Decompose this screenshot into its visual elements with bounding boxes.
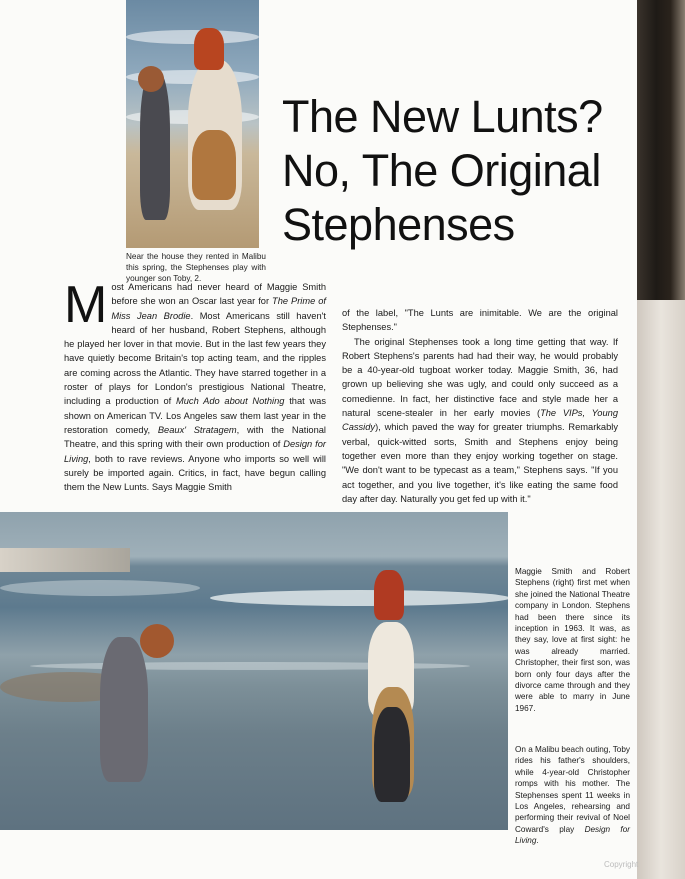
- headline: The New Lunts? No, The Original Stephenses: [282, 91, 603, 250]
- breaking-wave: [210, 590, 508, 606]
- drop-cap: M: [64, 276, 108, 334]
- figure-mother-head: [138, 66, 164, 92]
- article-column-2: [342, 306, 618, 506]
- figure-mother-head: [140, 624, 174, 658]
- figure-mother: [100, 637, 148, 782]
- copyright-watermark: Copyright: [604, 860, 639, 869]
- figure-toby: [374, 570, 404, 620]
- figure-christopher: [374, 707, 410, 802]
- caption-top: Near the house they rented in Malibu this spring, the Stephenses play with younger son Toby, 2.: [126, 252, 266, 283]
- caption-right-1: Maggie Smith and Robert Stephens (right) first met when she joined the National Theatre company in London. Stephens had been there since its inception in 1963. It was, as they say, love at first sight: he was already married. Christopher, their first son, was born only four days after the divorce came through and they were able to marry in June 1967.: [515, 567, 630, 713]
- article-paragraph-2: of the label, "The Lunts are inimitable. We are the original Stephenses.": [342, 308, 618, 333]
- article-paragraph-3: The original Stephenses took a long time getting that way. If Robert Stephens's parents had had their way, he would probably be a 40-year-old tugboat worker today. Maggie Smith, 36, had grown up believing she was ugly, and could only succeed as a comedienne. In fact, her distinctive face and style made her a natural scene-stealer in her early movies (The VIPs, Young Cassidy), which paved the way for greater triumphs. Remarkably verbal, quick-witted sorts, Smith and Stephens enjoy being together even more than they enjoy working together on stage. "We don't want to be typecast as a team," Stephens says. "If you act together, and you live together, it's like eating the same food day after day. Naturally you get fed up with it.": [342, 336, 618, 504]
- figure-father-trousers: [192, 130, 236, 200]
- figure-mother: [140, 70, 170, 220]
- article-column-1: [64, 276, 327, 494]
- shoreline-houses: [0, 548, 130, 572]
- article-paragraph-1: ost Americans had never heard of Maggie Smith before she won an Oscar last year for The Prime of Miss Jean Brodie. Most Americans still haven't heard of her husband, Robert Stephens, although he played her lover in that movie. But in the last few years they have quietly become Britain's top acting team, and the ripples are coming across the Atlantic. They have starred together in a roster of plays for London's prestigious National Theatre, including a production of Much Ado about Nothing that was shown on American TV. Los Angeles saw them last year in the restoration comedy, Beaux' Stratagem, with the National Theatre, and this spring with their own production of Design for Living, both to rave reviews. Anyone who imports so well will surely be imported again. Critics, in fact, have begun calling them the New Lunts. Says Maggie Smith: [64, 282, 327, 493]
- beach-photo-top: [126, 0, 259, 248]
- adjacent-page-edge-lower: [637, 300, 685, 879]
- figure-toby: [194, 28, 224, 70]
- beach-photo-bottom: [0, 512, 508, 830]
- breaking-wave: [0, 580, 200, 596]
- wave: [126, 30, 259, 44]
- caption-right-2: On a Malibu beach outing, Toby rides his father's shoulders, while 4-year-old Christopher romps with his mother. The Stephenses spent 11 weeks in Los Angeles, rehearsing and performing their revival of Noel Coward's play Design for Living.: [515, 745, 631, 846]
